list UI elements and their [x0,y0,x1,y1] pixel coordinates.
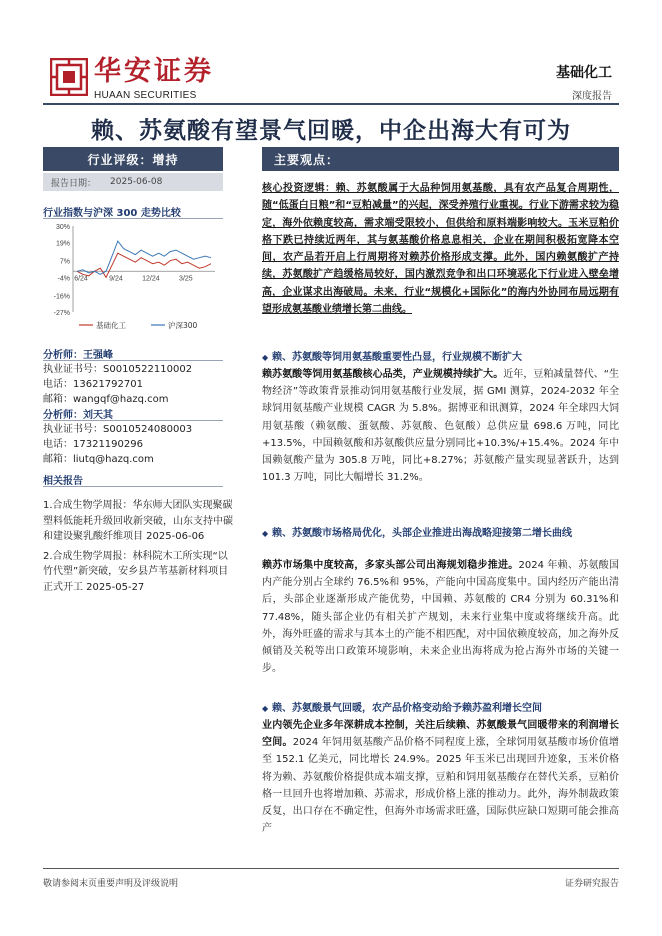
chart-y-tick-label: -16% [53,293,70,301]
related-reports-list [43,498,233,599]
point1-text: 近年，豆粕减量替代、“生物经济”等政策背景推动饲用氨基酸行业发展，据 GMI 测算，2024-2032 年全球饲用氨基酸产业规模 CAGR 为 5.8%。据博亚和讯测算，2024 年全球四大饲用氨基酸（赖氨酸、蛋氨酸、苏氨酸、色氨酸）总供应量 698.6 万吨，同比+13.5%，中国赖氨酸和苏氨酸供应量分别同比+10.3%/+15.4%。2024 年中国赖氨酸产量为 305.8 万吨，同比+8.27%；苏氨酸产量实现显著跃升，达到 101.3 万吨，同比大幅增长 31.2%。 [262,369,620,484]
chart-y-tick-label: 30% [55,224,70,231]
chart-series-line-0 [77,253,211,277]
report-date-label: 报告日期： [51,178,97,189]
header-meta [556,64,612,102]
chart-x-tick-label: 3/25 [179,275,193,283]
point2-body [262,557,619,677]
related-reports-title: 相关报告 [43,476,83,487]
point1-lead: 赖苏氨酸等饲用氨基酸核心品类，产业规模持续扩大。 [262,369,504,380]
core-investment-logic: 核心投资逻辑：赖、苏氨酸属于大品种饲用氨基酸，具有农产品复合周期性，随“低蛋白日粮”和“豆粕减量”的兴起，深受养殖行业重视。行业下游需求较为稳定，海外依赖度较高，需求端受限较小，但供给和原料端影响较大。玉米豆粕价格下跌已持续近两年，其与氨基酸价格息息相关，企业在期间积极拓宽降本空间，农产品若开启上行周期将对赖苏价格形成支撑。此外，国内赖氨酸扩产持续，苏氨酸扩产趋缓格局较好，国内激烈竞争和出口环境恶化下行业进入壁垒增高，企业谋求出海破局。未来，行业“规模化+国际化”的海内外协同布局远期有望形成氨基酸业绩增长第二曲线。 [262,183,619,316]
industry-label: 基础化工 [556,65,612,81]
logo-seal-icon [50,58,88,96]
logo-chinese-name: 华安证券 [94,56,214,87]
index-comparison-chart [43,220,223,338]
point2-lead: 赖苏市场集中度较高，多家头部公司出海规划稳步推进。 [262,560,519,571]
analyst2-cert: 执业证书号：S0010524080003 [43,424,193,435]
related-report-item[interactable]: 2.合成生物学周报：林科院木工所实现“以竹代塑”新突破，安乡县芦苇基新材料项目正式开工 2025-05-27 [43,550,229,593]
point1-body [262,366,619,486]
chart-svg [43,220,223,338]
report-date [43,173,223,191]
point1-heading: ◆ 赖、苏氨酸等饲用氨基酸重要性凸显，行业规模不断扩大 [262,350,619,365]
analyst2-rule [43,420,223,421]
point2-text: 2024 年赖、苏氨酸国内产能分别占全球约 76.5%和 95%，产能向中国高度集中。国内经历产能出清后，头部企业逐渐形成产能优势，中国赖、苏氨酸的 CR4 分别为 60.31%和 77.48%，随头部企业仍有相关扩产规划，未来行业集中度或将继续升高。此外，海外旺盛的需求与其本土的产能不相匹配，对中国依赖度较高，加之海外反倾销及关税等出口政策环境影响，未来企业出海将成为抢占海外市场的关键一步。 [262,560,619,675]
point3-body [262,717,619,837]
footer-disclaimer: 敬请参阅末页重要声明及评级说明 [43,879,179,889]
main-views-header: 主要观点： [262,147,619,171]
footer-report-label: 证券研究报告 [564,879,619,889]
chart-title-rule [43,218,223,219]
chart-y-tick-label: 19% [55,240,70,248]
related-report-item[interactable]: 1.合成生物学周报：华东师大团队实现聚碳塑料低能耗升级回收新突破，山东支持中碳和建设聚乳酸纤维项目 2025-06-06 [43,500,233,542]
related-reports-rule [43,486,223,487]
point3-lead: 业内领先企业多年深耕成本控制，关注后续赖、苏氨酸景气回暖带来的利润增长空间。 [262,720,619,749]
analyst1-email[interactable]: 邮箱：wangqf@hazq.com [43,394,169,405]
chart-legend-label: 沪深300 [168,321,198,330]
chart-y-tick-label: 7% [59,258,70,266]
report-date-value: 2025-06-08 [110,177,163,187]
analyst1-cert: 执业证书号：S0010522110002 [43,364,193,375]
analyst1-rule [43,360,223,361]
analyst2-phone: 电话：17321190296 [43,439,143,450]
chart-x-tick-label: 12/24 [142,275,160,283]
chart-legend-label: 基础化工 [96,321,126,330]
point3-text: 2024 年饲用氨基酸产品价格不同程度上涨，全球饲用氨基酸市场价值增至 152.1 亿美元，同比增长 24.9%。2025 年玉米已出现回升迹象，玉米价格将为赖、苏氨酸价格提供成本端支撑，豆粕和饲用氨基酸存在替代关系，豆粕价格一旦回升也将增加赖、苏需求，形成价格上涨的推动力。此外，海外制裁政策反复，出口存在不确定性，但海外市场需求旺盛，国际供应缺口短期可能会推高产 [262,737,620,835]
company-logo [50,56,214,101]
logo-english-name: HUAAN SECURITIES [94,90,197,101]
analyst2-name: 分析师：刘天其 [43,410,113,421]
report-title: 赖、苏氨酸有望景气回暖，中企出海大有可为 [91,117,571,144]
point3-heading: ◆ 赖、苏氨酸景气回暖，农产品价格变动给予赖苏盈利增长空间 [262,701,619,716]
point2-heading: ◆ 赖、苏氨酸市场格局优化，头部企业推进出海战略迎接第二增长曲线 [262,526,619,541]
header-divider [43,103,619,105]
analyst1-name: 分析师：王强峰 [43,350,113,361]
chart-title: 行业指数与沪深 300 走势比较 [43,208,181,219]
report-type-label: 深度报告 [572,91,612,102]
analyst2-info [43,422,233,467]
industry-rating: 行业评级：增持 [43,147,223,171]
analyst2-email[interactable]: 邮箱：liutq@hazq.com [43,454,154,465]
chart-series-line-1 [77,241,211,274]
chart-x-tick-label: 9/24 [109,275,123,283]
chart-y-tick-label: -27% [53,310,70,317]
chart-y-tick-label: -4% [57,275,70,283]
analyst1-phone: 电话：13621792701 [43,379,143,390]
chart-x-tick-label: 6/24 [74,275,88,283]
analyst1-info [43,362,233,407]
footer-divider [43,868,619,869]
